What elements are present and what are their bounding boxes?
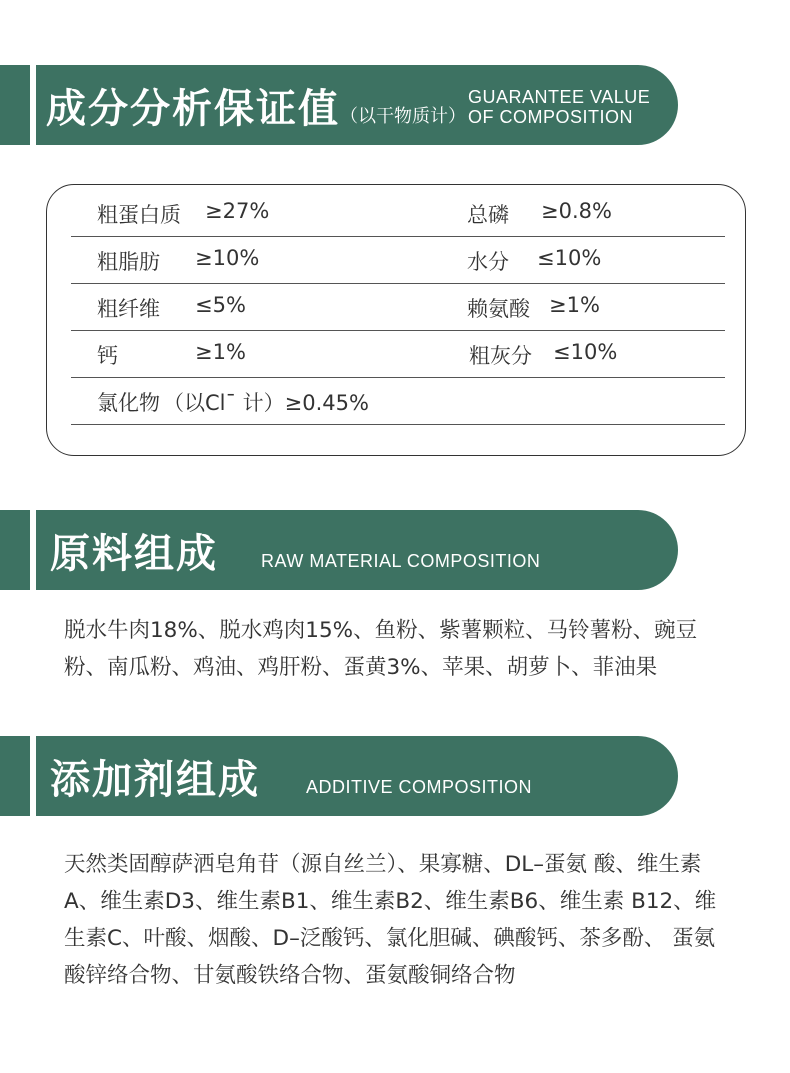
nutrient-name: 氯化物 [97,391,160,415]
nutrient-name: 水分 [467,250,509,274]
nutrient-value: ≥10% [195,246,260,270]
nutrient-value: ≥0.8% [541,199,612,223]
nutrient-name: 赖氨酸 [467,297,530,321]
nutrient-name: 钙 [97,344,118,368]
nutrient-name: 总磷 [467,203,509,227]
table-row [71,377,725,425]
additive-text: 天然类固醇萨洒皂角苷（源自丝兰）、果寡糖、DL–蛋氨 酸、维生素A、维生素D3、维生素B1、维生素B2、维生素B6、维生素 B12、维生素C、叶酸、烟酸、D–泛酸钙、氯化胆碱、碘酸钙、茶多酚、 蛋氨酸锌络合物、甘氨酸铁络合物、蛋氨酸铜络合物 [64,852,717,988]
table-row [71,330,725,378]
section-accent-bar [0,736,30,816]
nutrient-name: 粗脂肪 [97,250,160,274]
nutrient-value: ≤10% [553,340,618,364]
nutrient-name: 粗蛋白质 [97,203,181,227]
additive-title-cn: 添加剂组成 [50,757,260,803]
nutrient-value: ≥27% [205,199,270,223]
guarantee-title-en-line2: OF COMPOSITION [468,107,634,127]
guarantee-table [46,184,746,456]
guarantee-title [46,77,466,134]
nutrient-name: 粗灰分 [469,344,532,368]
raw-title-cn: 原料组成 [50,531,218,577]
guarantee-title-en [468,87,650,127]
nutrient-value: （以Cl¯ 计）≥0.45% [163,391,369,415]
guarantee-section-banner [36,65,678,145]
nutrient-value: ≤5% [195,293,246,317]
additive-title-en: ADDITIVE COMPOSITION [306,777,533,797]
additive-section-banner [36,736,678,816]
table-row [71,283,725,331]
nutrient-value: ≥1% [195,340,246,364]
nutrient-value: ≥1% [549,293,600,317]
nutrient-value: ≤10% [537,246,602,270]
table-row [71,236,725,284]
raw-title-en: RAW MATERIAL COMPOSITION [261,551,541,571]
raw-material-text: 脱水牛肉18%、脱水鸡肉15%、鱼粉、紫薯颗粒、马铃薯粉、豌豆粉、南瓜粉、鸡油、鸡肝粉、蛋黄3%、苹果、胡萝卜、菲油果 [64,618,698,680]
raw-section-banner [36,510,678,590]
nutrient-name: 粗纤维 [97,297,160,321]
guarantee-title-en-line1: GUARANTEE VALUE [468,87,651,107]
table-row [71,189,725,237]
guarantee-title-cn: 成分分析保证值 [46,86,340,132]
section-accent-bar [0,510,30,590]
guarantee-title-sub: （以干物质计） [340,106,466,127]
section-accent-bar [0,65,30,145]
